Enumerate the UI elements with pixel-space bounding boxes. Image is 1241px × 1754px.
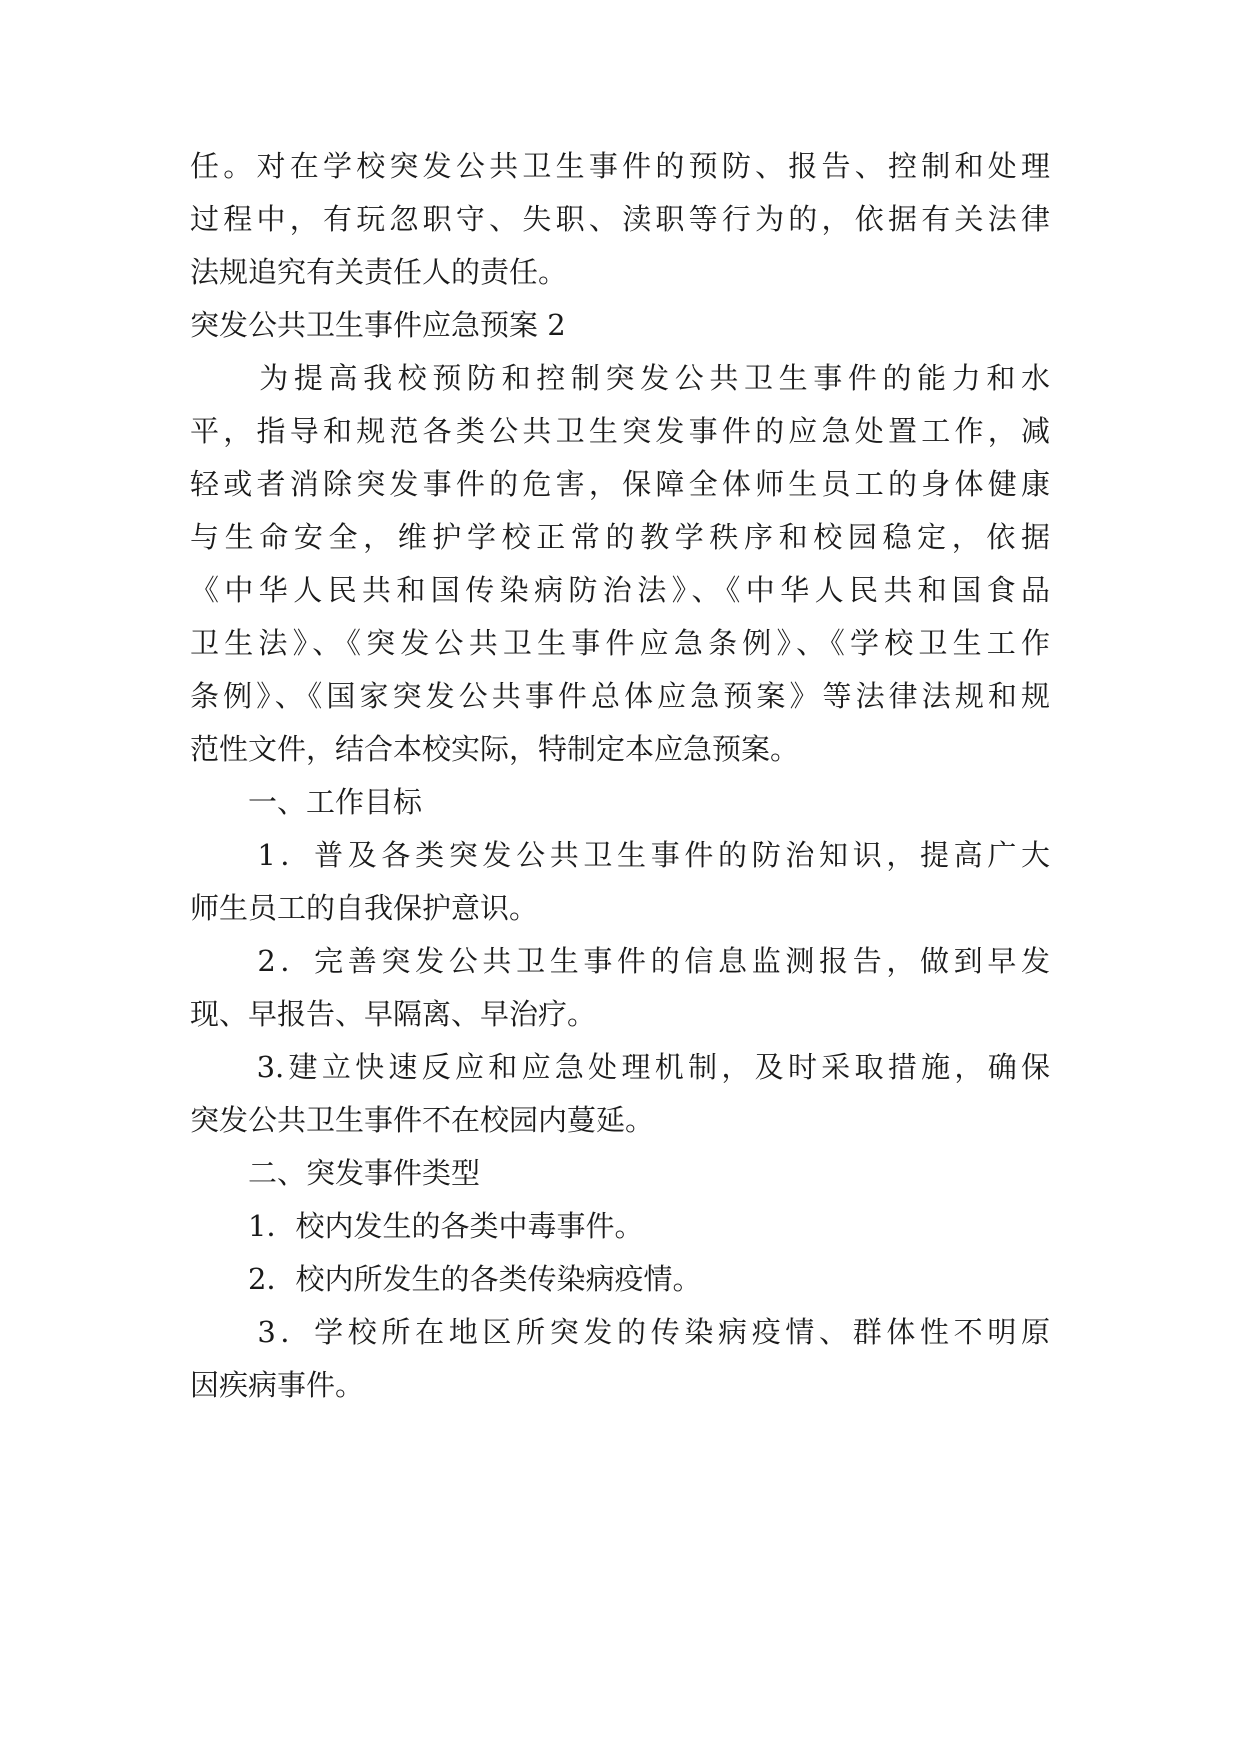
paragraph-line: 突发公共卫生事件不在校园内蔓延。: [190, 1103, 655, 1137]
paragraph-line: 2．完善突发公共卫生事件的信息监测报告，做到早发: [190, 944, 1050, 978]
paragraph-line: 因疾病事件。: [190, 1368, 365, 1402]
paragraph-line: 法规追究有关责任人的责任。: [190, 255, 568, 289]
paragraph-line: 现、早报告、早隔离、早治疗。: [190, 997, 597, 1031]
paragraph-line: 为提高我校预防和控制突发公共卫生事件的能力和水: [190, 361, 1050, 395]
list-item: 3．学校所在地区所突发的传染病疫情、群体性不明原: [190, 1315, 1050, 1349]
heading-work-goals: 一、工作目标: [190, 785, 423, 819]
paragraph-line: 范性文件，结合本校实际，特制定本应急预案。: [190, 732, 800, 766]
paragraph-line: 3.建立快速反应和应急处理机制，及时采取措施，确保: [190, 1050, 1050, 1084]
paragraph-line: 1．普及各类突发公共卫生事件的防治知识，提高广大: [190, 838, 1050, 872]
paragraph-line: 任。对在学校突发公共卫生事件的预防、报告、控制和处理: [190, 149, 1050, 183]
paragraph-line: 过程中，有玩忽职守、失职、渎职等行为的，依据有关法律: [190, 202, 1050, 236]
paragraph-line: 《中华人民共和国传染病防治法》、《中华人民共和国食品: [190, 573, 1050, 607]
paragraph-line: 卫生法》、《突发公共卫生事件应急条例》、《学校卫生工作: [190, 626, 1050, 660]
paragraph-line: 与生命安全，维护学校正常的教学秩序和校园稳定，依据: [190, 520, 1050, 554]
paragraph-line: 条例》、《国家突发公共事件总体应急预案》等法律法规和规: [190, 679, 1050, 713]
list-item: 2．校内所发生的各类传染病疫情。: [190, 1262, 702, 1296]
paragraph-line: 平，指导和规范各类公共卫生突发事件的应急处置工作，减: [190, 414, 1050, 448]
list-item: 1．校内发生的各类中毒事件。: [190, 1209, 644, 1243]
paragraph-line: 师生员工的自我保护意识。: [190, 891, 539, 925]
section-title: 突发公共卫生事件应急预案 2: [190, 308, 566, 342]
paragraph-line: 轻或者消除突发事件的危害，保障全体师生员工的身体健康: [190, 467, 1050, 501]
heading-event-types: 二、突发事件类型: [190, 1156, 481, 1190]
